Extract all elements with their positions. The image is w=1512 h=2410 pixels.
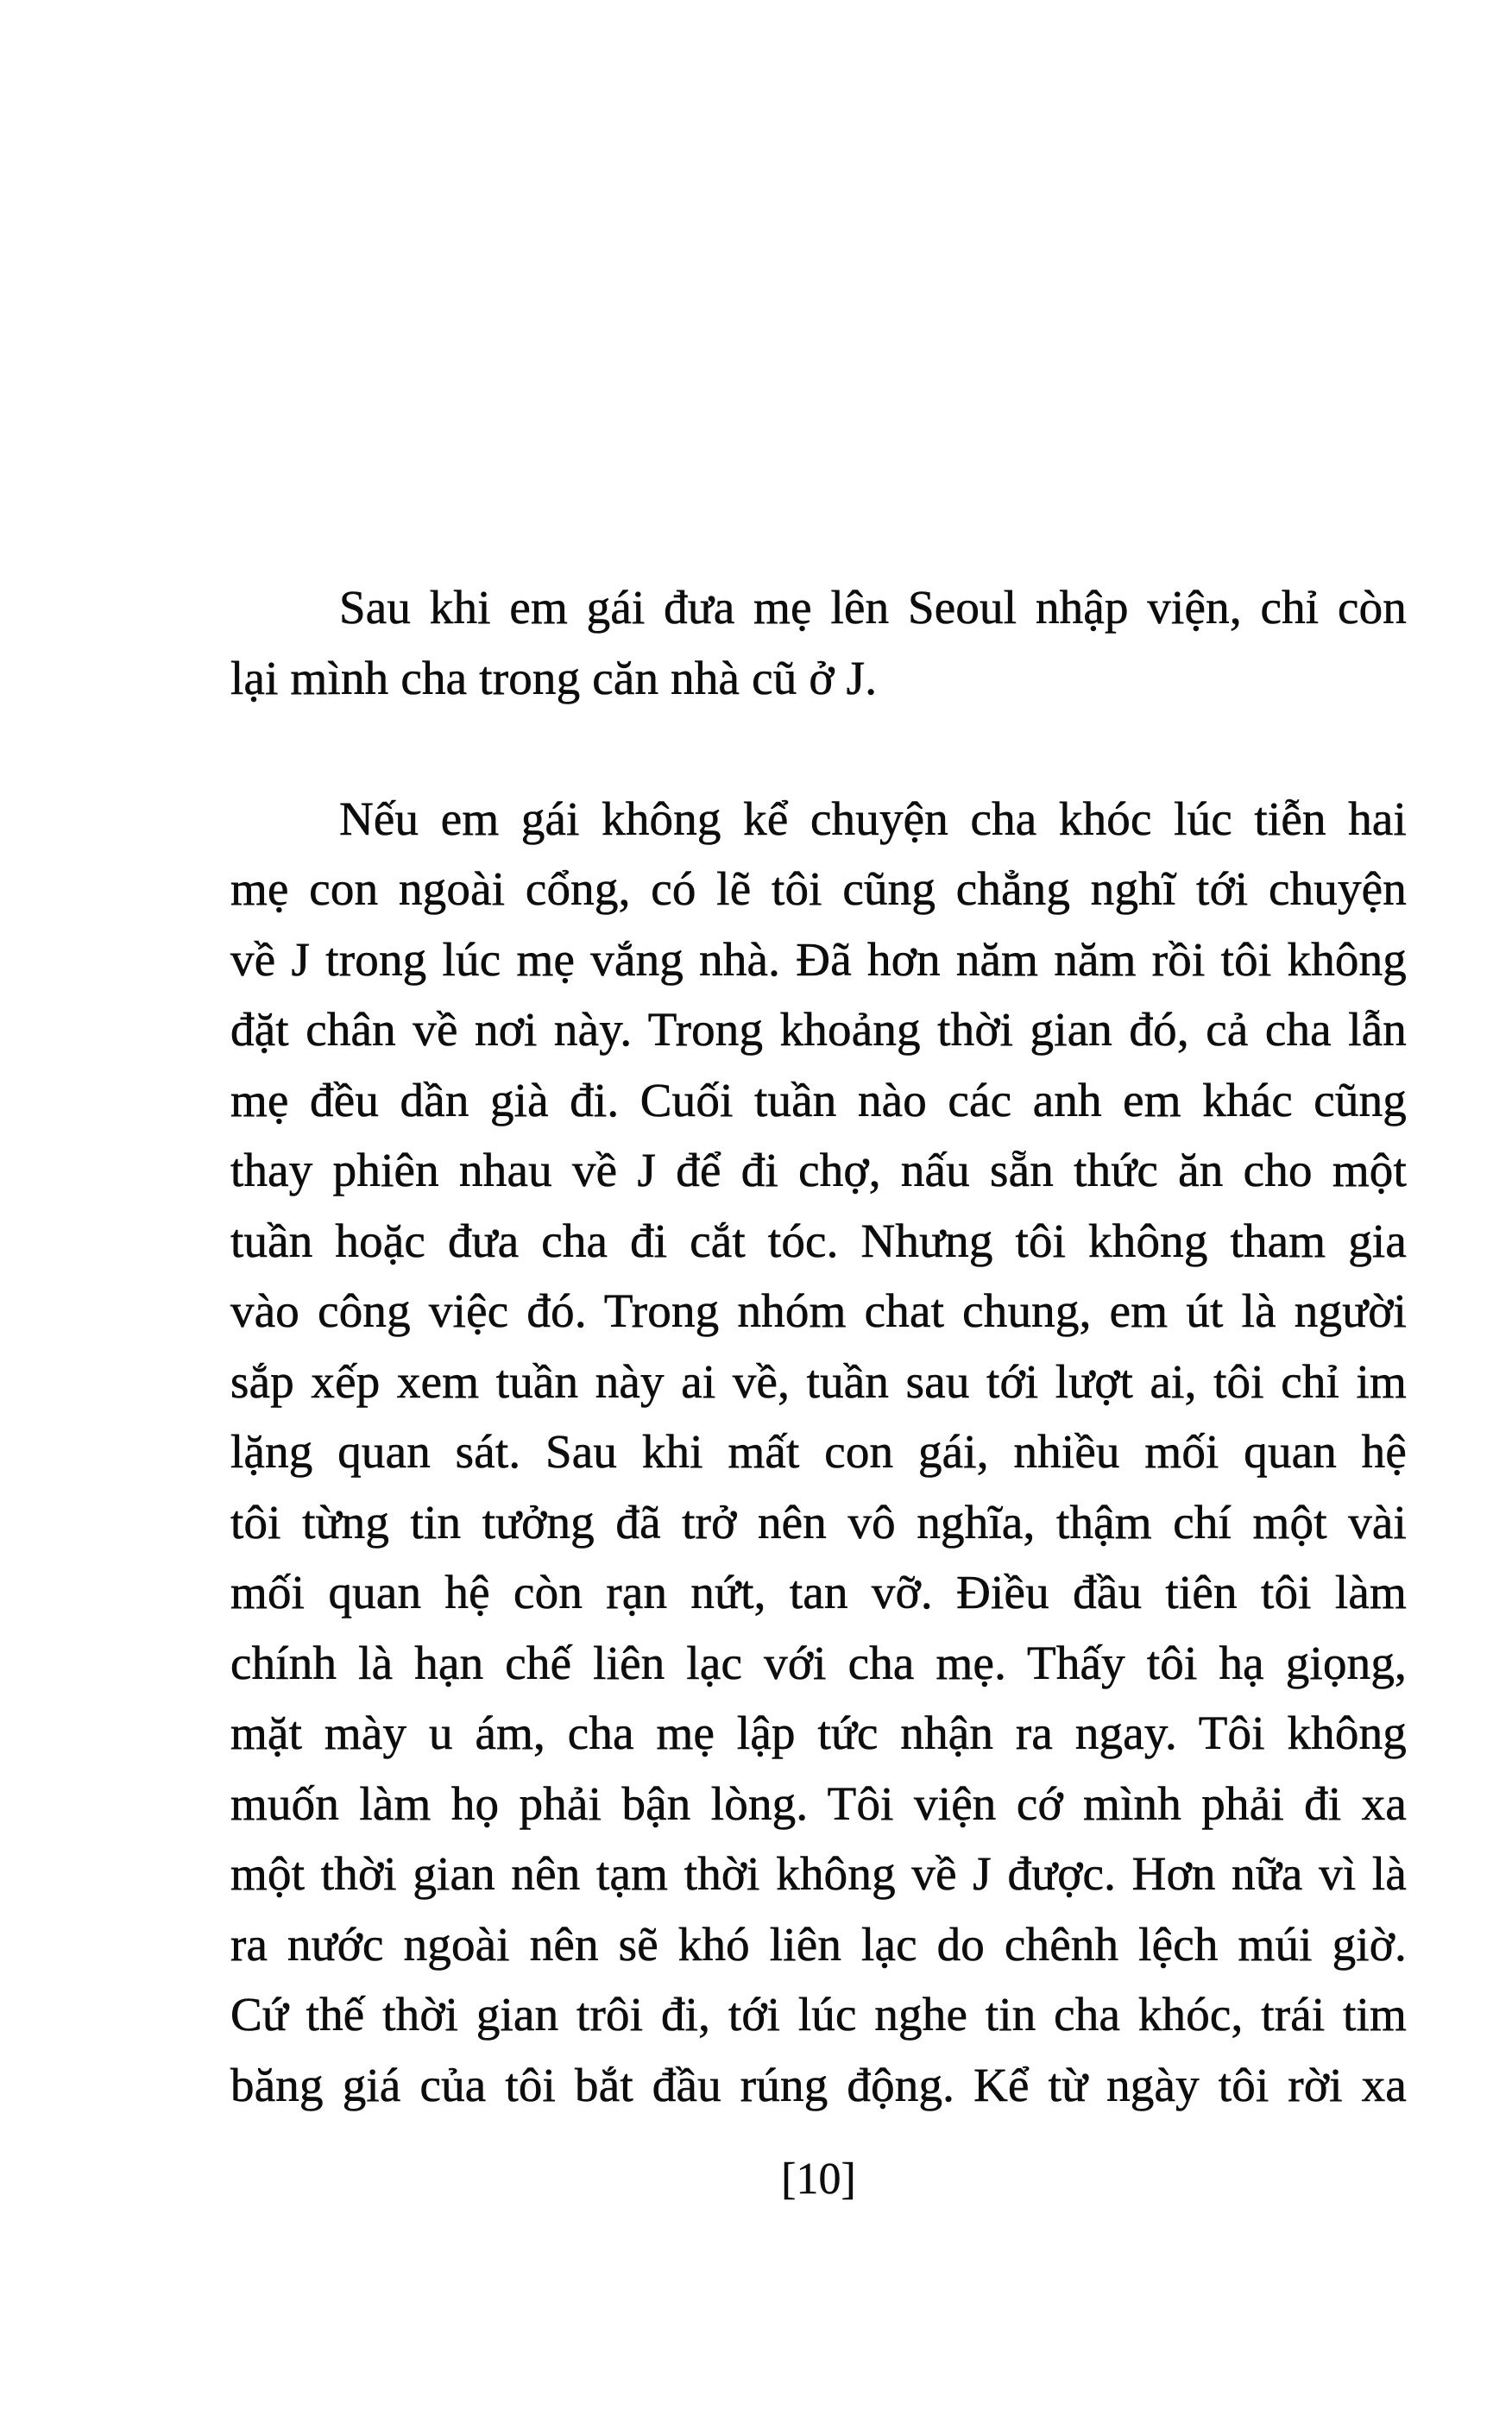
text-line: đặt chân về nơi này. Trong khoảng thời gian đó, cả cha lẫn xyxy=(230,1003,1407,1056)
text-line: băng giá của tôi bắt đầu rúng động. Kể từ ngày tôi rời xa xyxy=(230,2058,1407,2111)
text-line: mẹ con ngoài cổng, có lẽ tôi cũng chẳng nghĩ tới chuyện xyxy=(230,862,1407,915)
text-line: mối quan hệ còn rạn nứt, tan vỡ. Điều đầu tiên tôi làm xyxy=(230,1566,1407,1618)
page-number: [10] xyxy=(781,2154,856,2204)
text-line: tôi từng tin tưởng đã trở nên vô nghĩa, thậm chí một vài xyxy=(230,1495,1407,1549)
body-text xyxy=(230,572,1407,2120)
text-line: một thời gian nên tạm thời không về J được. Hơn nữa vì là xyxy=(230,1847,1407,1900)
text-line: mặt mày u ám, cha mẹ lập tức nhận ra ngay. Tôi không xyxy=(230,1707,1407,1759)
text-line: lại mình cha trong căn nhà cũ ở J. xyxy=(230,651,878,704)
text-line: ra nước ngoài nên sẽ khó liên lạc do chênh lệch múi giờ. xyxy=(230,1917,1407,1971)
text-line: vào công việc đó. Trong nhóm chat chung, em út là người xyxy=(230,1284,1407,1337)
text-line: lặng quan sát. Sau khi mất con gái, nhiều mối quan hệ xyxy=(230,1425,1407,1478)
text-line: tuần hoặc đưa cha đi cắt tóc. Nhưng tôi không tham gia xyxy=(230,1214,1407,1267)
text-line: muốn làm họ phải bận lòng. Tôi viện cớ mình phải đi xa xyxy=(230,1776,1407,1830)
text-line: Sau khi em gái đưa mẹ lên Seoul nhập viện, chỉ còn xyxy=(339,581,1407,634)
paragraph xyxy=(230,572,1407,713)
text-line: về J trong lúc mẹ vắng nhà. Đã hơn năm năm rồi tôi không xyxy=(230,932,1407,986)
paragraph xyxy=(230,784,1407,2121)
text-line: mẹ đều dần già đi. Cuối tuần nào các anh em khác cũng xyxy=(230,1073,1407,1126)
text-line: Cứ thế thời gian trôi đi, tới lúc nghe tin cha khóc, trái tim xyxy=(230,1988,1407,2041)
text-line: Nếu em gái không kể chuyện cha khóc lúc tiễn hai xyxy=(339,792,1407,845)
text-line: sắp xếp xem tuần này ai về, tuần sau tới lượt ai, tôi chỉ im xyxy=(230,1354,1407,1408)
text-line: thay phiên nhau về J để đi chợ, nấu sẵn thức ăn cho một xyxy=(230,1144,1407,1196)
text-line: chính là hạn chế liên lạc với cha mẹ. Thấy tôi hạ giọng, xyxy=(230,1636,1407,1689)
